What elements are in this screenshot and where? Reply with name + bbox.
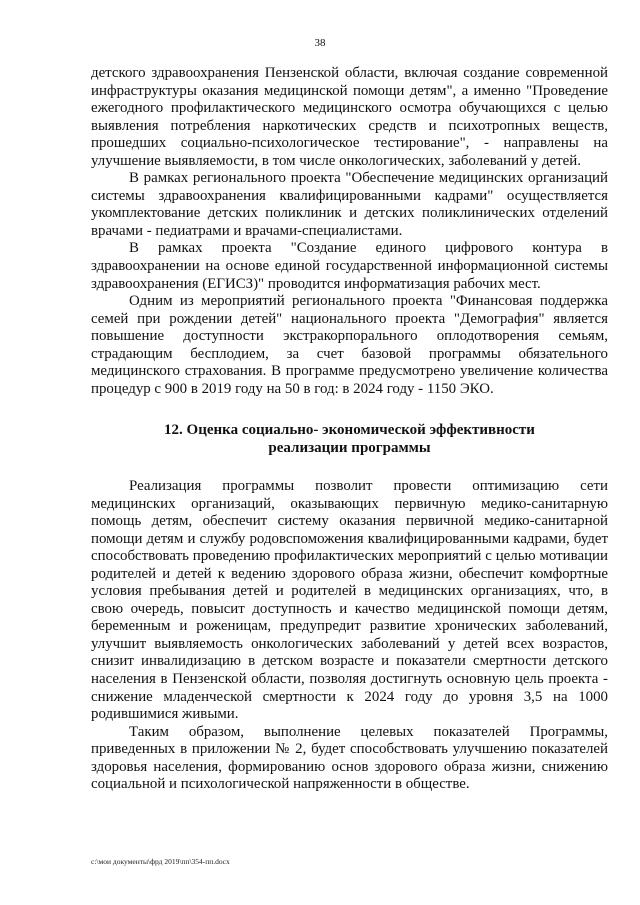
page-number: 38: [314, 37, 326, 49]
file-path-footer: c:\мои документы\фрд 2019\пп\354-пп.docx: [91, 857, 230, 866]
section-heading-line-2: реализации программы: [268, 440, 431, 456]
section-2-text: [91, 478, 608, 794]
section-heading: [91, 421, 608, 457]
paragraph: Реализация программы позволит провести оптимизацию сети медицинских организаций, оказывающих первичную медико-санитарную помощь детям, обеспечит систему оказания первичной медико-санитарной помощи детям и службу родовспоможения квалифицированными кадрами, будет способствовать проведению профилактических мероприятий с целью мотивации родителей и детей к ведению здорового образа жизни, обеспечит комфортные условия пребывания детей и родителей в медицинских организациях, что, в свою очередь, повысит доступность и качество медицинской помощи детям, беременным и роженицам, предупредит развитие хронических заболеваний, улучшит выявляемость онкологических заболеваний у детей всех возрастов, снизит инвалидизацию в детском возрасте и показатели смертности детского населения в Пензенской области, позволяя достигнуть основную цель проекта - снижение младенческой смертности к 2024 году до уровня 3,5 на 1000 родившимися живыми.: [91, 478, 608, 723]
paragraph: В рамках проекта "Создание единого цифрового контура в здравоохранении на основе единой государственной информационной системы здравоохранения (ЕГИСЗ)" проводится информатизация рабочих мест.: [91, 240, 608, 292]
paragraph: Одним из мероприятий регионального проекта "Финансовая поддержка семей при рождении детей" национального проекта "Демография" является повышение доступности экстракорпорального оплодотворения семьям, страдающим бесплодием, за счет базовой программы обязательного медицинского страхования. В программе предусмотрено увеличение количества процедур с 900 в 2019 году на 50 в год: в 2024 году - 1150 ЭКО.: [91, 293, 608, 397]
paragraph: детского здравоохранения Пензенской области, включая создание современной инфраструктуры оказания медицинской помощи детям", а именно "Проведение ежегодного профилактического медицинского осмотра обучающихся с целью выявления потребления наркотических средств и психотропных веществ, прошедших социально-психологическое тестирование", - направлены на улучшение выявляемости, в том числе онкологических, заболеваний у детей.: [91, 65, 608, 169]
section-1-text: [91, 65, 608, 398]
paragraph: Таким образом, выполнение целевых показателей Программы, приведенных в приложении № 2, будет способствовать улучшению показателей здоровья населения, формированию основ здорового образа жизни, снижению социальной и психологической напряженности в обществе.: [91, 723, 608, 793]
paragraph: В рамках регионального проекта "Обеспечение медицинских организаций системы здравоохранения квалифицированными кадрами" осуществляется укомплектование детских поликлиник и детских поликлинических отделений врачами - педиатрами и врачами-специалистами.: [91, 170, 608, 239]
section-heading-line-1: 12. Оценка социально- экономической эффективности: [164, 422, 535, 438]
